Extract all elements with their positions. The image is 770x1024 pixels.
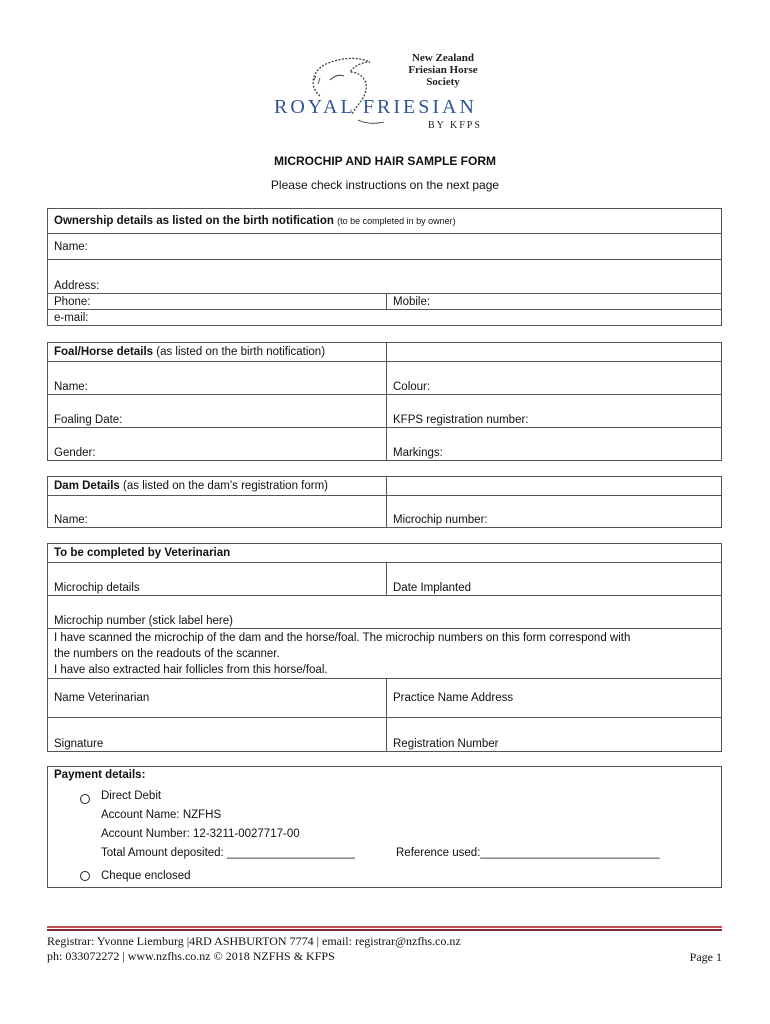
owner-email-row[interactable] (48, 309, 721, 325)
dam-microchip-field[interactable] (386, 496, 721, 527)
practice-field[interactable] (386, 679, 721, 717)
kfps-reg-field[interactable] (386, 395, 721, 427)
payment-heading: Payment details: (54, 769, 146, 781)
foal-name-label: Name: (54, 381, 88, 393)
vet-section (47, 543, 722, 752)
microchip-number-row[interactable] (48, 595, 721, 628)
vet-statement-row (48, 628, 721, 678)
foal-colour-label: Colour: (393, 381, 431, 393)
reference-field[interactable]: Reference used:____________________________ (396, 847, 660, 859)
vet-statement-line-2: the numbers on the readouts of the scanner. (54, 648, 280, 660)
ownership-heading: Ownership details as listed on the birth notification (54, 215, 334, 227)
dam-heading-row (48, 477, 721, 495)
cheque-label: Cheque enclosed (101, 870, 191, 882)
vet-heading: To be completed by Veterinarian (54, 547, 231, 559)
date-implanted-label: Date Implanted (393, 582, 471, 594)
org-line-2: Friesian Horse (408, 64, 478, 76)
society-logo (270, 50, 510, 136)
owner-phone-row (48, 293, 721, 309)
markings-field[interactable] (386, 428, 721, 460)
dam-heading: Dam Details (54, 480, 120, 492)
foal-colour-field[interactable] (386, 362, 721, 394)
dam-name-row (48, 495, 721, 527)
payment-section (47, 766, 722, 888)
owner-email-label: e-mail: (54, 312, 89, 324)
owner-name-label: Name: (54, 240, 88, 253)
gender-field[interactable] (48, 428, 386, 460)
vet-name-label: Name Veterinarian (54, 692, 150, 704)
registration-field[interactable] (386, 718, 721, 751)
foal-section (47, 342, 722, 461)
cheque-radio[interactable] (80, 871, 90, 881)
foal-heading: Foal/Horse details (54, 346, 154, 358)
owner-name-row[interactable] (48, 233, 721, 259)
microchip-details-label: Microchip details (54, 582, 140, 594)
registration-label: Registration Number (393, 738, 499, 750)
vet-signature-row (48, 717, 721, 751)
owner-phone-label: Phone: (54, 296, 91, 308)
owner-phone-field[interactable] (48, 294, 386, 309)
form-subtitle: Please check instructions on the next page (270, 178, 500, 192)
page-number: Page 1 (689, 950, 722, 964)
foal-name-row (48, 361, 721, 394)
account-name: Account Name: NZFHS (101, 809, 222, 821)
footer-line-1: Registrar: Yvonne Liemburg |4RD ASHBURTON 7774 | email: registrar@nzfhs.co.nz (47, 934, 461, 948)
dam-name-label: Name: (54, 514, 88, 526)
microchip-number-label: Microchip number (stick label here) (54, 615, 233, 627)
account-number: Account Number: 12-3211-0027717-00 (101, 828, 300, 840)
foal-date-row (48, 394, 721, 427)
owner-address-row[interactable] (48, 259, 721, 293)
total-amount-field[interactable]: Total Amount deposited: ____________________ (101, 847, 355, 859)
footer-line-2: ph: 033072272 | www.nzfhs.co.nz © 2018 NZFHS & KFPS (47, 949, 335, 963)
owner-mobile-field[interactable] (386, 294, 721, 309)
foaling-date-label: Foaling Date: (54, 414, 123, 426)
ownership-section (47, 208, 722, 326)
footer-rule (47, 926, 722, 928)
footer-rule-dark (47, 929, 722, 931)
ownership-heading-row (48, 209, 721, 233)
logo-byline: BY KFPS (428, 120, 482, 131)
practice-label: Practice Name Address (393, 692, 514, 704)
signature-label: Signature (54, 738, 104, 750)
vet-statement-line-3: I have also extracted hair follicles from this horse/foal. (54, 664, 328, 676)
dam-section (47, 476, 722, 528)
dam-microchip-label: Microchip number: (393, 514, 488, 526)
vet-name-row (48, 678, 721, 717)
direct-debit-label: Direct Debit (101, 790, 162, 802)
direct-debit-radio[interactable] (80, 794, 90, 804)
vet-microchip-row (48, 562, 721, 595)
foal-heading-note: (as listed on the birth notification) (156, 346, 326, 358)
logo-wordmark: ROYAL FRIESIAN (274, 96, 477, 118)
dam-name-field[interactable] (48, 496, 386, 527)
kfps-reg-label: KFPS registration number: (393, 414, 529, 426)
microchip-details-field[interactable] (48, 563, 386, 595)
signature-field[interactable] (48, 718, 386, 751)
dam-heading-note: (as listed on the dam’s registration form) (123, 480, 329, 492)
form-title: MICROCHIP AND HAIR SAMPLE FORM (274, 154, 496, 168)
org-line-3: Society (426, 76, 460, 88)
ownership-heading-note: (to be completed in by owner) (337, 216, 456, 226)
markings-label: Markings: (393, 447, 443, 459)
date-implanted-field[interactable] (386, 563, 721, 595)
foal-name-field[interactable] (48, 362, 386, 394)
vet-heading-row (48, 544, 721, 562)
gender-label: Gender: (54, 447, 96, 459)
org-line-1: New Zealand (411, 52, 475, 64)
vet-name-field[interactable] (48, 679, 386, 717)
vet-statement-line-1: I have scanned the microchip of the dam and the horse/foal. The microchip numbers on this form correspond with (54, 632, 631, 644)
owner-address-label: Address: (54, 280, 100, 292)
foal-gender-row (48, 427, 721, 460)
foal-heading-row (48, 343, 721, 361)
owner-mobile-label: Mobile: (393, 296, 431, 308)
foaling-date-field[interactable] (48, 395, 386, 427)
